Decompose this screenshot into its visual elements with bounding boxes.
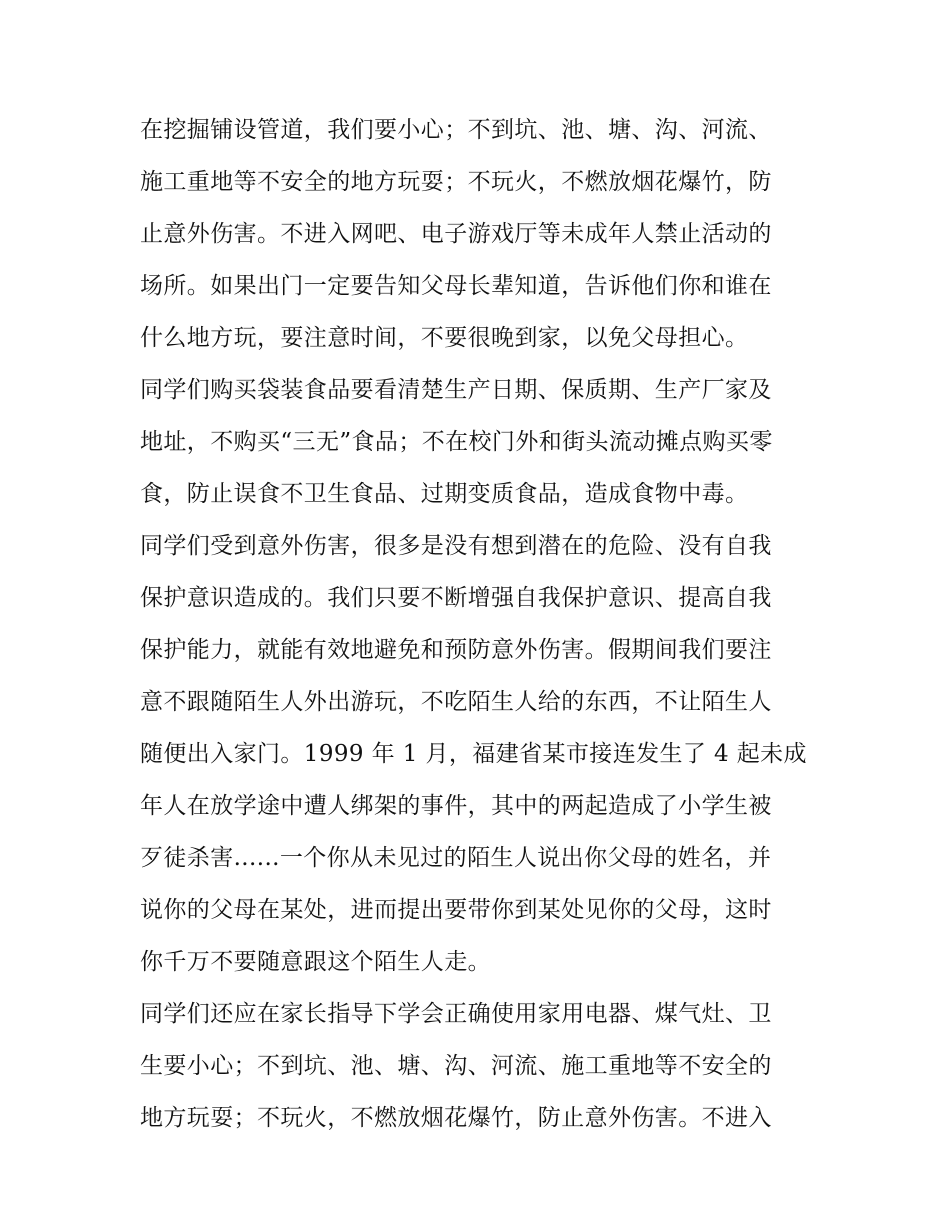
text-line: 同学们受到意外伤害，很多是没有想到潜在的危险、没有自我 <box>140 533 772 559</box>
text-line: 在挖掘铺设管道，我们要小心；不到坑、池、塘、沟、河流、 <box>140 117 772 143</box>
text-line: 随便出入家门。1999 年 1 月，福建省某市接连发生了 4 起未成 <box>140 741 807 767</box>
text-line: 食，防止误食不卫生食品、过期变质食品，造成食物中毒。 <box>140 481 749 507</box>
text-line: 年人在放学途中遭人绑架的事件，其中的两起造成了小学生被 <box>140 793 772 819</box>
text-line: 说你的父母在某处，进而提出要带你到某处见你的父母，这时 <box>140 897 772 923</box>
text-line: 意不跟随陌生人外出游玩，不吃陌生人给的东西，不让陌生人 <box>140 689 772 715</box>
text-line: 什么地方玩，要注意时间，不要很晚到家，以免父母担心。 <box>140 325 749 351</box>
text-line: 保护意识造成的。我们只要不断增强自我保护意识、提高自我 <box>140 585 772 611</box>
text-line: 同学们还应在家长指导下学会正确使用家用电器、煤气灶、卫 <box>140 1001 772 1027</box>
text-line: 止意外伤害。不进入网吧、电子游戏厅等未成年人禁止活动的 <box>140 221 772 247</box>
text-line: 生要小心；不到坑、池、塘、沟、河流、施工重地等不安全的 <box>140 1053 772 1079</box>
text-line: 施工重地等不安全的地方玩耍；不玩火，不燃放烟花爆竹，防 <box>140 169 772 195</box>
text-line: 歹徒杀害......一个你从未见过的陌生人说出你父母的姓名，并 <box>140 845 772 871</box>
body-text <box>140 104 820 1144</box>
text-line: 保护能力，就能有效地避免和预防意外伤害。假期间我们要注 <box>140 637 772 663</box>
text-line: 你千万不要随意跟这个陌生人走。 <box>140 949 491 975</box>
text-line: 场所。如果出门一定要告知父母长辈知道，告诉他们你和谁在 <box>140 273 772 299</box>
text-line: 同学们购买袋装食品要看清楚生产日期、保质期、生产厂家及 <box>140 377 772 403</box>
text-line: 地方玩耍；不玩火，不燃放烟花爆竹，防止意外伤害。不进入 <box>140 1105 772 1131</box>
text-line: 地址，不购买“三无”食品；不在校门外和街头流动摊点购买零 <box>140 429 773 455</box>
